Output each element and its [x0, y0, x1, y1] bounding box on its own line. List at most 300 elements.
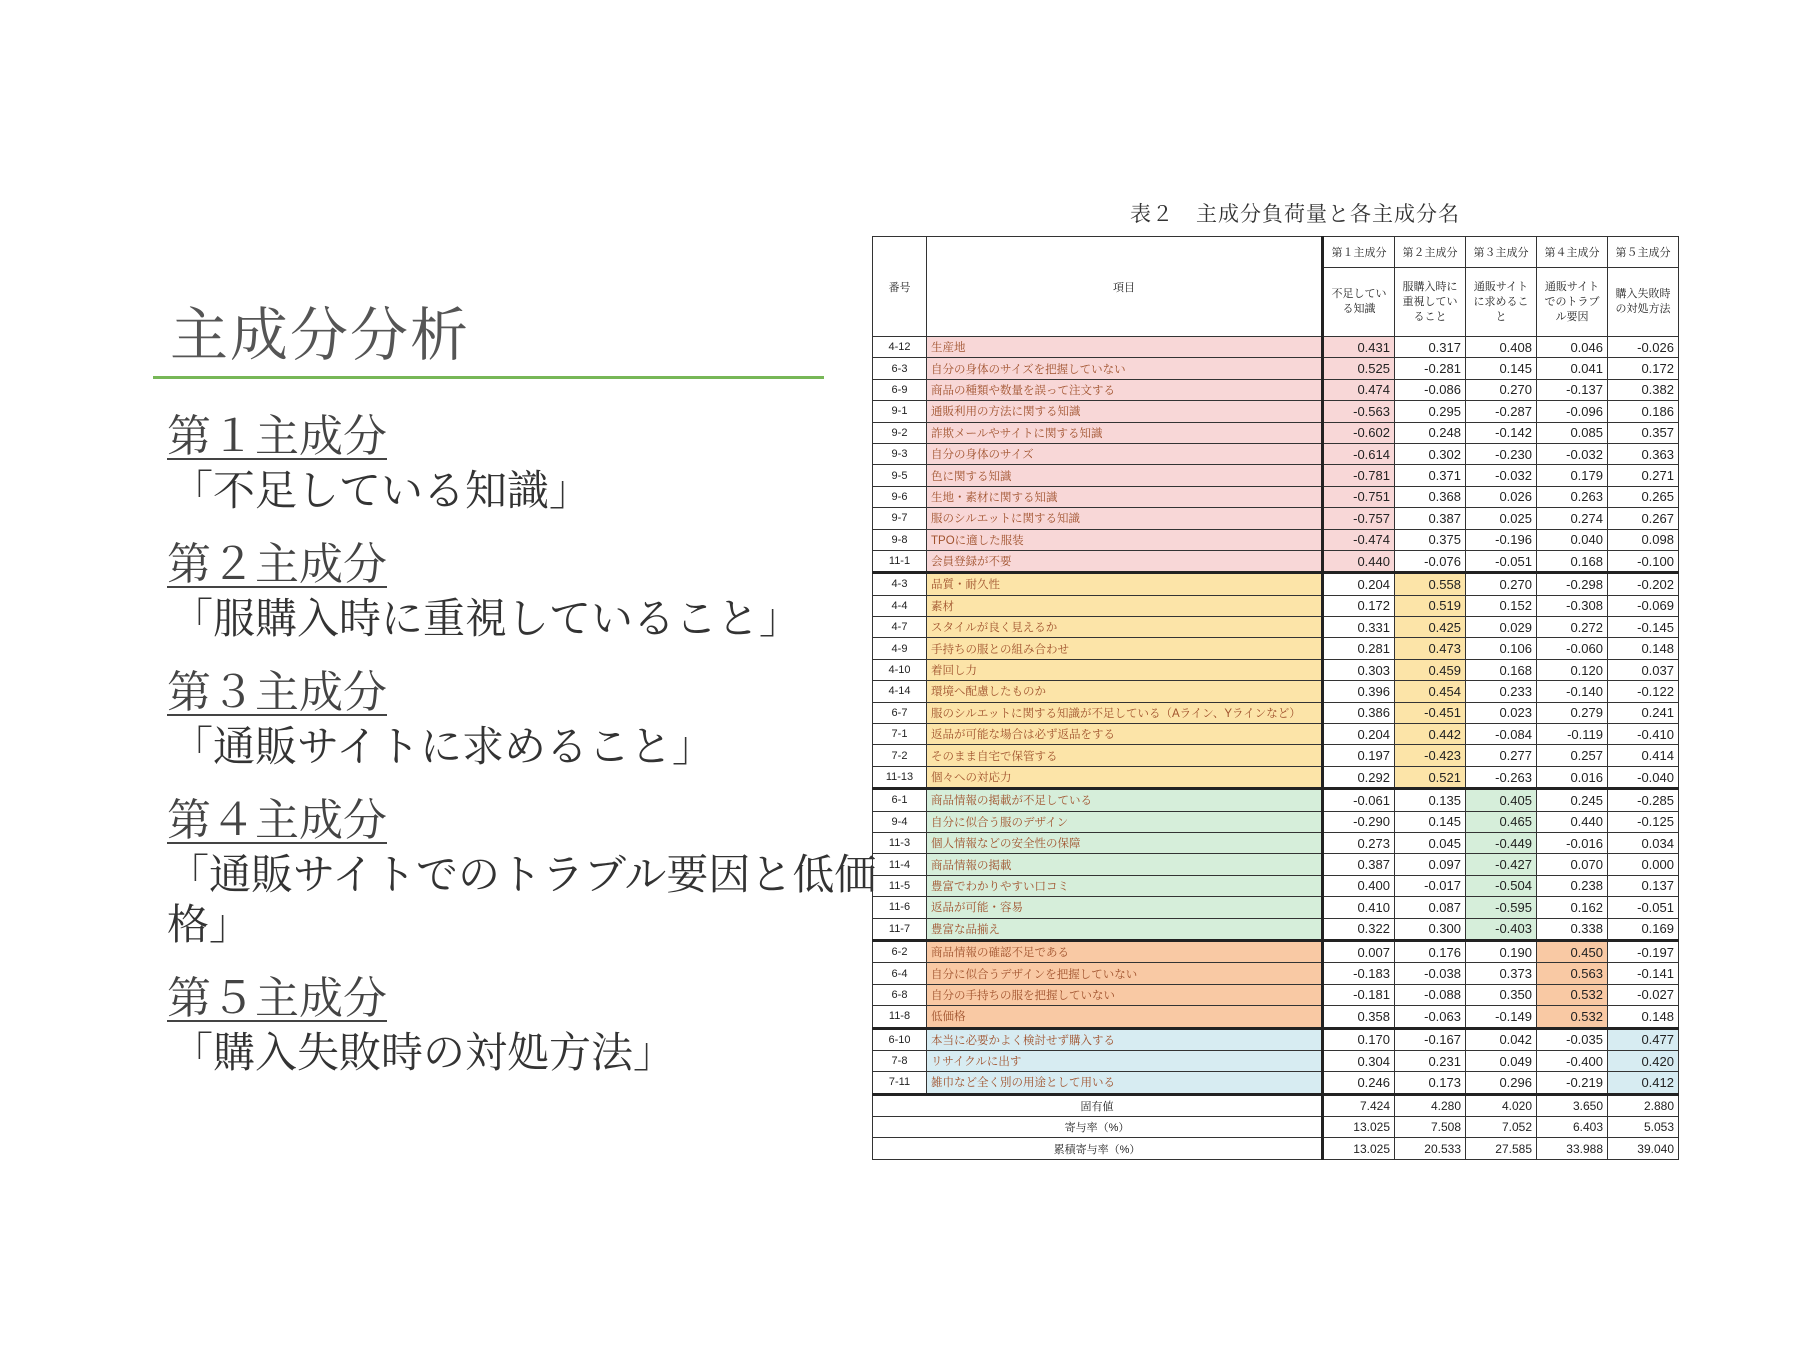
loading-value: 0.029 [1466, 617, 1537, 638]
row-item: 商品情報の掲載 [927, 854, 1323, 875]
loading-value: 0.519 [1395, 595, 1466, 616]
loading-value: 0.000 [1608, 854, 1679, 875]
loading-value: 0.387 [1395, 508, 1466, 529]
loading-value: 0.190 [1466, 940, 1537, 962]
loading-value: 0.408 [1466, 337, 1537, 358]
table-row [873, 1050, 1679, 1071]
loading-value: -0.122 [1608, 681, 1679, 702]
loading-value: 0.521 [1395, 766, 1466, 788]
loading-value: 0.148 [1608, 638, 1679, 659]
loading-value: -0.751 [1323, 486, 1395, 507]
loading-value: 0.267 [1608, 508, 1679, 529]
footer-value: 3.650 [1537, 1094, 1608, 1116]
loading-value: -0.061 [1323, 789, 1395, 811]
loading-value: -0.119 [1537, 724, 1608, 745]
row-number: 11-3 [873, 832, 927, 853]
table-row [873, 854, 1679, 875]
loading-value: -0.032 [1537, 443, 1608, 464]
header-name-1: 不足している知識 [1323, 268, 1395, 337]
table-row [873, 724, 1679, 745]
row-number: 4-14 [873, 681, 927, 702]
table-row [873, 984, 1679, 1005]
row-number: 9-1 [873, 401, 927, 422]
loading-value: 0.246 [1323, 1072, 1395, 1094]
row-number: 9-7 [873, 508, 927, 529]
loading-value: 0.034 [1608, 832, 1679, 853]
loading-value: 0.477 [1608, 1028, 1679, 1050]
loading-value: 0.270 [1466, 573, 1537, 595]
loading-value: 0.465 [1466, 811, 1537, 832]
row-number: 11-6 [873, 897, 927, 918]
table-row [873, 573, 1679, 595]
table-row [873, 508, 1679, 529]
loading-value: -0.263 [1466, 766, 1537, 788]
row-item: 通販利用の方法に関する知識 [927, 401, 1323, 422]
slide-title: 主成分分析 [170, 301, 471, 369]
loading-value: 0.274 [1537, 508, 1608, 529]
footer-value: 5.053 [1608, 1117, 1679, 1138]
table-row [873, 443, 1679, 464]
row-number: 7-1 [873, 724, 927, 745]
footer-value: 7.424 [1323, 1094, 1395, 1116]
loading-value: 0.179 [1537, 465, 1608, 486]
row-number: 7-11 [873, 1072, 927, 1094]
loading-value: 0.238 [1537, 875, 1608, 896]
loading-value: 0.357 [1608, 422, 1679, 443]
row-item: 個々への対応力 [927, 766, 1323, 788]
table-row [873, 745, 1679, 766]
table-row [873, 766, 1679, 788]
loading-value: 0.040 [1537, 529, 1608, 550]
header-name-3: 通販サイトに求めること [1466, 268, 1537, 337]
row-number: 11-5 [873, 875, 927, 896]
header-component-1: 第１主成分 [1323, 237, 1395, 268]
loading-value: -0.202 [1608, 573, 1679, 595]
loading-value: 0.173 [1395, 1072, 1466, 1094]
loading-value: 0.023 [1466, 702, 1537, 723]
loading-value: 0.350 [1466, 984, 1537, 1005]
row-item: 服のシルエットに関する知識 [927, 508, 1323, 529]
loading-value: 0.016 [1537, 766, 1608, 788]
header-name-4: 通販サイトでのトラブル要因 [1537, 268, 1608, 337]
header-component-5: 第５主成分 [1608, 237, 1679, 268]
row-number: 7-8 [873, 1050, 927, 1071]
loading-value: 0.204 [1323, 573, 1395, 595]
footer-value: 13.025 [1323, 1138, 1395, 1159]
loading-value: 0.525 [1323, 358, 1395, 379]
loading-value: -0.141 [1608, 963, 1679, 984]
component-2-description: 「服購入時に重視していること」 [171, 594, 802, 643]
row-item: 豊富でわかりやすい口コミ [927, 875, 1323, 896]
loading-value: 0.135 [1395, 789, 1466, 811]
table-footer [873, 1094, 1679, 1159]
loading-value: -0.427 [1466, 854, 1537, 875]
loading-value: 0.186 [1608, 401, 1679, 422]
loading-value: 0.371 [1395, 465, 1466, 486]
loading-value: 0.233 [1466, 681, 1537, 702]
loading-value: 0.120 [1537, 659, 1608, 680]
loading-value: 0.148 [1608, 1006, 1679, 1028]
loading-value: 0.532 [1537, 984, 1608, 1005]
component-2-heading: 第２主成分 [167, 539, 387, 590]
loading-value: 0.473 [1395, 638, 1466, 659]
row-number: 6-9 [873, 379, 927, 400]
loading-value: -0.125 [1608, 811, 1679, 832]
loading-value: 0.302 [1395, 443, 1466, 464]
row-item: 商品情報の掲載が不足している [927, 789, 1323, 811]
row-item: 返品が可能な場合は必ず返品をする [927, 724, 1323, 745]
table-row [873, 963, 1679, 984]
loading-value: 0.087 [1395, 897, 1466, 918]
row-number: 11-7 [873, 918, 927, 940]
table-row [873, 789, 1679, 811]
footer-label: 寄与率（%） [873, 1117, 1323, 1138]
loading-value: 0.231 [1395, 1050, 1466, 1071]
row-item: 素材 [927, 595, 1323, 616]
row-number: 4-3 [873, 573, 927, 595]
loading-value: -0.086 [1395, 379, 1466, 400]
loading-value: -0.167 [1395, 1028, 1466, 1050]
component-1-description: 「不足している知識」 [171, 466, 592, 515]
loading-value: -0.614 [1323, 443, 1395, 464]
loading-value: 0.331 [1323, 617, 1395, 638]
footer-row [873, 1094, 1679, 1116]
loading-value: 0.273 [1323, 832, 1395, 853]
table-row [873, 379, 1679, 400]
loading-value: -0.196 [1466, 529, 1537, 550]
row-number: 9-8 [873, 529, 927, 550]
row-number: 6-7 [873, 702, 927, 723]
table-row [873, 1072, 1679, 1094]
loading-value: -0.063 [1395, 1006, 1466, 1028]
loading-value: 0.375 [1395, 529, 1466, 550]
footer-value: 27.585 [1466, 1138, 1537, 1159]
row-item: 会員登録が不要 [927, 550, 1323, 572]
loading-value: 0.204 [1323, 724, 1395, 745]
loading-value: -0.230 [1466, 443, 1537, 464]
table-row [873, 401, 1679, 422]
loading-value: -0.060 [1537, 638, 1608, 659]
row-item: 個人情報などの安全性の保障 [927, 832, 1323, 853]
row-number: 7-2 [873, 745, 927, 766]
row-item: 服のシルエットに関する知識が不足している（Aライン、Yラインなど） [927, 702, 1323, 723]
table-row [873, 465, 1679, 486]
row-item: そのまま自宅で保管する [927, 745, 1323, 766]
loading-value: -0.403 [1466, 918, 1537, 940]
loading-value: -0.084 [1466, 724, 1537, 745]
loading-value: 0.037 [1608, 659, 1679, 680]
row-number: 9-4 [873, 811, 927, 832]
row-number: 9-5 [873, 465, 927, 486]
loading-value: -0.017 [1395, 875, 1466, 896]
loading-value: 0.296 [1466, 1072, 1537, 1094]
table-row [873, 358, 1679, 379]
loading-value: -0.449 [1466, 832, 1537, 853]
row-number: 11-4 [873, 854, 927, 875]
component-5-description: 「購入失敗時の対処方法」 [171, 1028, 676, 1077]
footer-value: 39.040 [1608, 1138, 1679, 1159]
row-item: 自分に似合う服のデザイン [927, 811, 1323, 832]
loading-value: 0.152 [1466, 595, 1537, 616]
header-name-5: 購入失敗時の対処方法 [1608, 268, 1679, 337]
row-item: 返品が可能・容易 [927, 897, 1323, 918]
footer-row [873, 1117, 1679, 1138]
component-list [167, 408, 887, 1098]
component-4-heading: 第４主成分 [167, 795, 387, 846]
loading-value: -0.308 [1537, 595, 1608, 616]
loading-value: 0.098 [1608, 529, 1679, 550]
header-no: 番号 [873, 237, 927, 337]
loading-value: -0.035 [1537, 1028, 1608, 1050]
row-number: 9-2 [873, 422, 927, 443]
row-item: 商品情報の確認不足である [927, 940, 1323, 962]
loading-value: 0.168 [1466, 659, 1537, 680]
row-number: 9-3 [873, 443, 927, 464]
row-item: 生産地 [927, 337, 1323, 358]
loading-value: 0.322 [1323, 918, 1395, 940]
loading-value: 0.363 [1608, 443, 1679, 464]
row-item: 品質・耐久性 [927, 573, 1323, 595]
loading-value: 0.317 [1395, 337, 1466, 358]
loading-value: 0.145 [1395, 811, 1466, 832]
footer-value: 33.988 [1537, 1138, 1608, 1159]
table-row [873, 1006, 1679, 1028]
loading-value: -0.595 [1466, 897, 1537, 918]
loading-value: 0.442 [1395, 724, 1466, 745]
loading-value: 0.257 [1537, 745, 1608, 766]
footer-value: 7.052 [1466, 1117, 1537, 1138]
table-row [873, 337, 1679, 358]
loading-value: 0.440 [1537, 811, 1608, 832]
loading-value: 0.168 [1537, 550, 1608, 572]
row-item: 色に関する知識 [927, 465, 1323, 486]
table-row [873, 486, 1679, 507]
row-number: 4-12 [873, 337, 927, 358]
loading-value: -0.285 [1608, 789, 1679, 811]
footer-row [873, 1138, 1679, 1159]
row-number: 11-1 [873, 550, 927, 572]
loading-value: -0.040 [1608, 766, 1679, 788]
loading-value: -0.400 [1537, 1050, 1608, 1071]
loading-value: -0.451 [1395, 702, 1466, 723]
loading-value: 0.382 [1608, 379, 1679, 400]
loading-value: 0.412 [1608, 1072, 1679, 1094]
table-row [873, 617, 1679, 638]
loading-value: 0.474 [1323, 379, 1395, 400]
footer-value: 6.403 [1537, 1117, 1608, 1138]
loading-value: 0.420 [1608, 1050, 1679, 1071]
loading-value: 0.106 [1466, 638, 1537, 659]
row-number: 4-10 [873, 659, 927, 680]
table-row [873, 897, 1679, 918]
row-item: 詐欺メールやサイトに関する知識 [927, 422, 1323, 443]
loading-value: 0.338 [1537, 918, 1608, 940]
header-component-2: 第２主成分 [1395, 237, 1466, 268]
loading-value: 0.176 [1395, 940, 1466, 962]
loading-value: -0.410 [1608, 724, 1679, 745]
table-row [873, 681, 1679, 702]
loading-value: 0.300 [1395, 918, 1466, 940]
loading-value: -0.096 [1537, 401, 1608, 422]
loading-value: 0.245 [1537, 789, 1608, 811]
loading-value: 0.026 [1466, 486, 1537, 507]
header-item: 項目 [927, 237, 1323, 337]
row-item: 着回し力 [927, 659, 1323, 680]
loading-value: -0.423 [1395, 745, 1466, 766]
row-number: 4-7 [873, 617, 927, 638]
loading-value: 0.070 [1537, 854, 1608, 875]
loading-value: -0.142 [1466, 422, 1537, 443]
table-row [873, 550, 1679, 572]
loading-value: 0.425 [1395, 617, 1466, 638]
footer-value: 20.533 [1395, 1138, 1466, 1159]
loading-value: 0.172 [1608, 358, 1679, 379]
loading-value: -0.474 [1323, 529, 1395, 550]
loading-value: -0.051 [1608, 897, 1679, 918]
row-item: 本当に必要かよく検討せず購入する [927, 1028, 1323, 1050]
loading-value: -0.197 [1608, 940, 1679, 962]
loading-value: 0.007 [1323, 940, 1395, 962]
header-component-3: 第３主成分 [1466, 237, 1537, 268]
loading-value: 0.248 [1395, 422, 1466, 443]
loading-value: 0.281 [1323, 638, 1395, 659]
loading-value: 0.241 [1608, 702, 1679, 723]
loading-value: 0.170 [1323, 1028, 1395, 1050]
loading-value: -0.051 [1466, 550, 1537, 572]
row-number: 4-9 [873, 638, 927, 659]
loading-value: 0.045 [1395, 832, 1466, 853]
loading-value: -0.563 [1323, 401, 1395, 422]
loadings-table [872, 236, 1679, 1160]
table-row [873, 529, 1679, 550]
loading-value: -0.219 [1537, 1072, 1608, 1094]
loading-value: 0.265 [1608, 486, 1679, 507]
loading-value: -0.298 [1537, 573, 1608, 595]
loading-value: -0.290 [1323, 811, 1395, 832]
loading-value: 0.137 [1608, 875, 1679, 896]
table-row [873, 918, 1679, 940]
row-number: 6-10 [873, 1028, 927, 1050]
loading-value: 0.431 [1323, 337, 1395, 358]
loading-value: 0.410 [1323, 897, 1395, 918]
loading-value: 0.368 [1395, 486, 1466, 507]
loading-value: 0.532 [1537, 1006, 1608, 1028]
footer-value: 4.020 [1466, 1094, 1537, 1116]
title-divider [153, 376, 824, 379]
row-item: 雑巾など全く別の用途として用いる [927, 1072, 1323, 1094]
loading-value: 0.459 [1395, 659, 1466, 680]
loading-value: 0.025 [1466, 508, 1537, 529]
loading-value: 0.271 [1608, 465, 1679, 486]
row-item: TPOに適した服装 [927, 529, 1323, 550]
loading-value: 0.085 [1537, 422, 1608, 443]
component-3-description: 「通販サイトに求めること」 [171, 722, 715, 771]
loading-value: -0.181 [1323, 984, 1395, 1005]
footer-label: 累積寄与率（%） [873, 1138, 1323, 1159]
loading-value: 0.097 [1395, 854, 1466, 875]
row-item: 自分の手持ちの服を把握していない [927, 984, 1323, 1005]
loading-value: 0.303 [1323, 659, 1395, 680]
loading-value: -0.032 [1466, 465, 1537, 486]
table-row [873, 422, 1679, 443]
loading-value: 0.197 [1323, 745, 1395, 766]
row-item: リサイクルに出す [927, 1050, 1323, 1071]
loading-value: 0.358 [1323, 1006, 1395, 1028]
loading-value: -0.602 [1323, 422, 1395, 443]
loading-value: 0.387 [1323, 854, 1395, 875]
footer-value: 7.508 [1395, 1117, 1466, 1138]
loading-value: -0.069 [1608, 595, 1679, 616]
component-4-description: 「通販サイトでのトラブル要因と低価格」 [167, 850, 877, 949]
loading-value: 0.172 [1323, 595, 1395, 616]
loading-value: 0.414 [1608, 745, 1679, 766]
loading-value: 0.563 [1537, 963, 1608, 984]
component-3-heading: 第３主成分 [167, 667, 387, 718]
component-1-heading: 第１主成分 [167, 411, 387, 462]
loading-value: 0.400 [1323, 875, 1395, 896]
loading-value: -0.287 [1466, 401, 1537, 422]
row-number: 6-3 [873, 358, 927, 379]
header-name-2: 服購入時に重視していること [1395, 268, 1466, 337]
loading-value: 0.162 [1537, 897, 1608, 918]
loading-value: 0.450 [1537, 940, 1608, 962]
loadings-table-container [872, 236, 1679, 1160]
table-row [873, 595, 1679, 616]
table-row [873, 811, 1679, 832]
loading-value: -0.757 [1323, 508, 1395, 529]
row-number: 6-4 [873, 963, 927, 984]
table-row [873, 940, 1679, 962]
row-item: 環境へ配慮したものか [927, 681, 1323, 702]
row-number: 11-8 [873, 1006, 927, 1028]
loading-value: -0.026 [1608, 337, 1679, 358]
row-item: 低価格 [927, 1006, 1323, 1028]
loading-value: 0.440 [1323, 550, 1395, 572]
row-number: 6-2 [873, 940, 927, 962]
loading-value: 0.270 [1466, 379, 1537, 400]
loading-value: 0.145 [1466, 358, 1537, 379]
loading-value: 0.292 [1323, 766, 1395, 788]
loading-value: 0.263 [1537, 486, 1608, 507]
footer-value: 13.025 [1323, 1117, 1395, 1138]
table-caption: 表２ 主成分負荷量と各主成分名 [1130, 202, 1460, 226]
row-number: 4-4 [873, 595, 927, 616]
loading-value: -0.140 [1537, 681, 1608, 702]
loading-value: 0.046 [1537, 337, 1608, 358]
row-number: 9-6 [873, 486, 927, 507]
header-component-4: 第４主成分 [1537, 237, 1608, 268]
loading-value: 0.049 [1466, 1050, 1537, 1071]
row-item: 生地・素材に関する知識 [927, 486, 1323, 507]
table-row [873, 832, 1679, 853]
loading-value: 0.279 [1537, 702, 1608, 723]
loading-value: -0.781 [1323, 465, 1395, 486]
row-item: 自分に似合うデザインを把握していない [927, 963, 1323, 984]
row-item: 自分の身体のサイズ [927, 443, 1323, 464]
loading-value: -0.027 [1608, 984, 1679, 1005]
loading-value: 0.396 [1323, 681, 1395, 702]
row-item: 商品の種類や数量を誤って注文する [927, 379, 1323, 400]
table-row [873, 638, 1679, 659]
table-row [873, 875, 1679, 896]
footer-value: 2.880 [1608, 1094, 1679, 1116]
loading-value: -0.038 [1395, 963, 1466, 984]
table-row [873, 659, 1679, 680]
loading-value: 0.169 [1608, 918, 1679, 940]
row-number: 6-1 [873, 789, 927, 811]
loading-value: -0.137 [1537, 379, 1608, 400]
loading-value: -0.183 [1323, 963, 1395, 984]
